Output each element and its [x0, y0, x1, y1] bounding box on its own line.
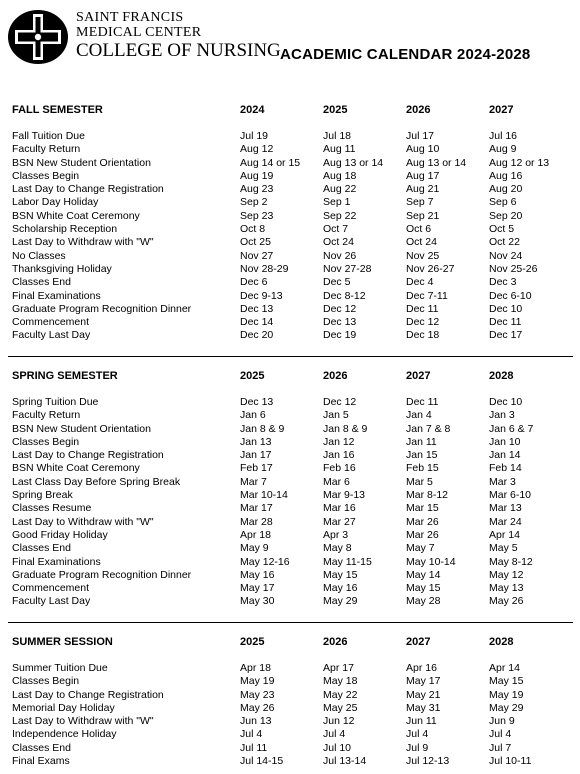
event-date: Mar 26: [406, 528, 439, 541]
year-header: 2027: [406, 636, 431, 648]
event-date: Aug 16: [489, 169, 523, 182]
section-header: [0, 636, 580, 652]
event-date: May 17: [406, 675, 441, 688]
event-date: May 28: [406, 595, 441, 608]
event-date: Jan 5: [323, 409, 349, 422]
event-date: Apr 18: [240, 662, 271, 674]
event-name: Classes Resume: [12, 502, 92, 515]
event-date: Dec 11: [489, 316, 522, 329]
event-date: May 15: [489, 675, 524, 688]
event-date: Jul 4: [489, 728, 512, 741]
event-date: Mar 26: [406, 515, 439, 528]
event-date: Dec 6: [240, 276, 268, 289]
event-date: May 26: [489, 595, 524, 608]
event-date: May 16: [240, 568, 275, 581]
event-date: Nov 25: [406, 249, 440, 262]
year-header: 2025: [240, 636, 265, 648]
event-row: [0, 316, 580, 329]
event-row: [0, 130, 580, 143]
event-date: Oct 5: [489, 223, 515, 236]
event-date: Jan 17: [240, 449, 272, 462]
event-date: Mar 7: [240, 475, 267, 488]
event-name: Last Day to Withdraw with "W": [12, 236, 154, 249]
event-date: Aug 9: [489, 143, 517, 156]
event-date: Jan 16: [323, 449, 355, 462]
event-date: Feb 15: [406, 462, 439, 475]
event-date: Mar 6-10: [489, 489, 532, 502]
event-date: Jul 10: [323, 741, 352, 754]
event-row: [0, 183, 580, 196]
event-date: Dec 5: [323, 276, 351, 289]
event-date: Mar 28: [240, 515, 273, 528]
event-date: Jan 13: [240, 435, 272, 448]
event-date: Nov 25-26: [489, 262, 538, 275]
event-date: May 30: [240, 595, 275, 608]
event-row: [0, 157, 580, 170]
event-name: Labor Day Holiday: [12, 196, 99, 209]
event-date: Dec 8-12: [323, 289, 366, 302]
event-date: Jul 14-15: [240, 755, 284, 768]
event-date: Aug 20: [489, 183, 523, 196]
year-header: 2025: [240, 370, 265, 382]
event-date: May 15: [406, 582, 441, 595]
event-date: May 8: [323, 542, 352, 555]
event-name: Faculty Last Day: [12, 329, 91, 342]
event-date: Jul 19: [240, 130, 269, 142]
event-date: May 11-15: [323, 555, 372, 568]
event-name: Faculty Last Day: [12, 595, 91, 608]
event-date: Jan 12: [323, 435, 355, 448]
event-name: Memorial Day Holiday: [12, 701, 115, 714]
event-date: Mar 16: [323, 502, 356, 515]
event-row: [0, 396, 580, 409]
event-date: May 16: [323, 582, 358, 595]
event-date: Sep 1: [323, 196, 351, 209]
event-name: Faculty Return: [12, 409, 81, 422]
year-header: 2026: [323, 636, 348, 648]
event-row: [0, 170, 580, 183]
event-row: [0, 702, 580, 715]
event-date: Mar 15: [406, 502, 439, 515]
event-date: May 5: [489, 542, 518, 555]
event-date: Nov 27-28: [323, 262, 372, 275]
event-name: Spring Break: [12, 489, 73, 502]
event-row: [0, 290, 580, 303]
event-date: Apr 3: [323, 528, 349, 541]
event-date: Oct 24: [323, 236, 354, 249]
event-name: Commencement: [12, 316, 90, 329]
year-header: 2026: [323, 370, 348, 382]
event-date: Dec 10: [489, 302, 523, 315]
event-row: [0, 542, 580, 555]
event-name: Last Day to Withdraw with "W": [12, 515, 154, 528]
event-date: Jan 8 & 9: [240, 422, 285, 435]
event-row: [0, 263, 580, 276]
event-date: May 29: [323, 595, 358, 608]
event-date: Sep 21: [406, 209, 440, 222]
event-date: Jul 4: [240, 728, 263, 741]
event-row: [0, 728, 580, 741]
event-date: Feb 14: [489, 462, 522, 475]
event-date: Sep 2: [240, 196, 268, 209]
event-date: Sep 23: [240, 209, 274, 222]
section-divider: [8, 356, 573, 357]
event-date: May 29: [489, 701, 524, 714]
section-header: [0, 104, 580, 120]
event-name: Graduate Program Recognition Dinner: [12, 302, 192, 315]
event-date: Jul 9: [406, 741, 429, 754]
event-list: [0, 662, 580, 768]
event-date: Aug 12 or 13: [489, 156, 550, 169]
event-date: Dec 13: [240, 302, 274, 315]
event-date: Dec 13: [240, 396, 274, 408]
event-date: Dec 20: [240, 329, 274, 342]
event-list: [0, 130, 580, 343]
event-date: Jul 4: [406, 728, 429, 741]
event-date: Apr 14: [489, 662, 520, 674]
event-name: BSN New Student Orientation: [12, 422, 151, 435]
section-title: SPRING SEMESTER: [12, 370, 118, 382]
event-name: Last Class Day Before Spring Break: [12, 475, 181, 488]
event-date: Sep 7: [406, 196, 434, 209]
event-row: [0, 489, 580, 502]
event-date: Mar 10-14: [240, 489, 288, 502]
event-date: Jan 10: [489, 435, 521, 448]
event-date: May 26: [240, 701, 275, 714]
event-date: Apr 16: [406, 662, 437, 674]
event-date: May 31: [406, 701, 441, 714]
event-date: Nov 27: [240, 249, 274, 262]
event-date: Mar 5: [406, 475, 433, 488]
event-date: Jan 6 & 7: [489, 422, 534, 435]
event-name: Fall Tuition Due: [12, 130, 85, 142]
section-title: FALL SEMESTER: [12, 104, 103, 116]
event-date: Jan 15: [406, 449, 438, 462]
event-date: Jul 4: [323, 728, 346, 741]
event-date: Jan 8 & 9: [323, 422, 368, 435]
event-date: Mar 8-12: [406, 489, 449, 502]
event-name: BSN New Student Orientation: [12, 156, 151, 169]
event-row: [0, 689, 580, 702]
event-date: Jun 13: [240, 715, 272, 728]
event-date: Jul 7: [489, 741, 512, 754]
event-date: May 10-14: [406, 555, 456, 568]
event-date: Oct 8: [240, 223, 266, 236]
event-row: [0, 742, 580, 755]
event-date: Jan 4: [406, 409, 432, 422]
event-date: May 18: [323, 675, 358, 688]
event-date: Aug 19: [240, 169, 274, 182]
event-date: Jul 16: [489, 130, 518, 142]
event-date: Dec 13: [323, 316, 357, 329]
event-row: [0, 436, 580, 449]
event-row: [0, 662, 580, 675]
event-name: Graduate Program Recognition Dinner: [12, 568, 192, 581]
event-row: [0, 529, 580, 542]
section-header: [0, 370, 580, 386]
event-date: Jan 6: [240, 409, 266, 422]
event-date: Aug 12: [240, 143, 274, 156]
event-date: Mar 24: [489, 515, 522, 528]
year-header: 2025: [323, 104, 348, 116]
event-date: Aug 14 or 15: [240, 156, 301, 169]
event-date: Apr 18: [240, 528, 271, 541]
event-name: Final Examinations: [12, 555, 101, 568]
event-date: Jan 11: [406, 435, 437, 448]
event-date: Apr 17: [323, 662, 354, 674]
event-date: May 12-16: [240, 555, 290, 568]
event-name: BSN White Coat Ceremony: [12, 209, 140, 222]
event-date: Aug 11: [323, 143, 356, 156]
event-name: Classes Begin: [12, 435, 80, 448]
event-row: [0, 715, 580, 728]
event-date: Jan 14: [489, 449, 521, 462]
event-row: [0, 516, 580, 529]
event-date: Dec 17: [489, 329, 523, 342]
event-date: Dec 12: [406, 316, 440, 329]
year-header: 2027: [489, 104, 514, 116]
event-date: Dec 11: [406, 396, 439, 408]
event-name: Last Day to Change Registration: [12, 183, 164, 196]
event-row: [0, 449, 580, 462]
event-date: Oct 7: [323, 223, 349, 236]
event-name: Summer Tuition Due: [12, 662, 108, 674]
event-name: Classes End: [12, 741, 71, 754]
event-date: Oct 22: [489, 236, 520, 249]
event-row: [0, 423, 580, 436]
event-name: Last Day to Change Registration: [12, 449, 164, 462]
event-date: Aug 13 or 14: [323, 156, 384, 169]
event-date: May 25: [323, 701, 358, 714]
event-date: Jun 11: [406, 715, 437, 728]
event-name: Faculty Return: [12, 143, 81, 156]
event-date: Jul 11: [240, 741, 268, 754]
event-date: May 17: [240, 582, 275, 595]
year-header: 2028: [489, 636, 514, 648]
event-date: Mar 27: [323, 515, 356, 528]
event-date: Dec 19: [323, 329, 357, 342]
event-date: Mar 6: [323, 475, 350, 488]
event-date: Dec 18: [406, 329, 440, 342]
section-title: SUMMER SESSION: [12, 636, 113, 648]
event-date: Jul 18: [323, 130, 352, 142]
event-date: Dec 12: [323, 396, 357, 408]
event-date: May 15: [323, 568, 358, 581]
event-name: Last Day to Change Registration: [12, 688, 164, 701]
event-row: [0, 755, 580, 768]
event-date: Oct 6: [406, 223, 432, 236]
institution-name: [76, 10, 281, 62]
event-row: [0, 250, 580, 263]
event-date: Dec 10: [489, 396, 523, 408]
org-line-1: SAINT FRANCIS: [76, 10, 184, 25]
event-date: Dec 14: [240, 316, 274, 329]
event-date: Feb 17: [240, 462, 273, 475]
page-title: ACADEMIC CALENDAR 2024-2028: [280, 46, 531, 63]
event-date: Jul 12-13: [406, 755, 450, 768]
event-date: May 14: [406, 568, 441, 581]
event-name: Thanksgiving Holiday: [12, 262, 112, 275]
event-date: May 19: [240, 675, 275, 688]
event-date: Sep 6: [489, 196, 517, 209]
event-row: [0, 556, 580, 569]
event-date: Nov 28-29: [240, 262, 289, 275]
event-date: Jul 13-14: [323, 755, 367, 768]
event-date: Jul 10-11: [489, 755, 532, 768]
event-date: Oct 25: [240, 236, 271, 249]
event-date: May 22: [323, 688, 358, 701]
event-date: Nov 24: [489, 249, 523, 262]
event-date: Aug 10: [406, 143, 440, 156]
event-row: [0, 409, 580, 422]
event-date: Mar 13: [489, 502, 522, 515]
org-line-3: COLLEGE OF NURSING: [76, 40, 281, 61]
event-row: [0, 210, 580, 223]
event-row: [0, 476, 580, 489]
event-date: Dec 3: [489, 276, 517, 289]
event-date: Dec 12: [323, 302, 357, 315]
year-header: 2028: [489, 370, 514, 382]
event-row: [0, 303, 580, 316]
event-date: Mar 9-13: [323, 489, 366, 502]
event-date: Jun 12: [323, 715, 355, 728]
event-name: Classes Begin: [12, 675, 80, 688]
event-row: [0, 196, 580, 209]
event-date: May 8-12: [489, 555, 533, 568]
cross-seal-icon: [6, 8, 70, 66]
event-row: [0, 502, 580, 515]
event-name: Classes End: [12, 276, 71, 289]
event-date: May 7: [406, 542, 435, 555]
event-date: Dec 9-13: [240, 289, 283, 302]
event-date: Aug 13 or 14: [406, 156, 467, 169]
event-date: May 21: [406, 688, 441, 701]
event-date: Jan 7 & 8: [406, 422, 451, 435]
event-date: Nov 26-27: [406, 262, 455, 275]
event-date: Dec 7-11: [406, 289, 448, 302]
event-date: Feb 16: [323, 462, 356, 475]
event-name: Good Friday Holiday: [12, 528, 108, 541]
event-row: [0, 675, 580, 688]
event-date: Aug 17: [406, 169, 440, 182]
section-divider: [8, 622, 573, 623]
event-date: Aug 18: [323, 169, 357, 182]
event-name: Classes Begin: [12, 169, 80, 182]
event-date: May 13: [489, 582, 524, 595]
event-date: Sep 20: [489, 209, 523, 222]
event-row: [0, 569, 580, 582]
event-name: Last Day to Withdraw with "W": [12, 715, 154, 728]
event-row: [0, 143, 580, 156]
org-line-2: MEDICAL CENTER: [76, 25, 202, 40]
event-date: Dec 6-10: [489, 289, 532, 302]
event-date: Sep 22: [323, 209, 357, 222]
event-row: [0, 223, 580, 236]
event-date: Nov 26: [323, 249, 357, 262]
event-date: Mar 3: [489, 475, 516, 488]
event-row: [0, 236, 580, 249]
event-row: [0, 582, 580, 595]
event-name: Final Exams: [12, 755, 70, 768]
event-date: Aug 23: [240, 183, 274, 196]
event-date: May 12: [489, 568, 524, 581]
event-date: Dec 11: [406, 302, 439, 315]
event-date: Dec 4: [406, 276, 434, 289]
year-header: 2026: [406, 104, 431, 116]
event-name: BSN White Coat Ceremony: [12, 462, 140, 475]
event-date: Oct 24: [406, 236, 437, 249]
event-date: Jan 3: [489, 409, 515, 422]
year-header: 2027: [406, 370, 431, 382]
event-row: [0, 462, 580, 475]
event-date: May 23: [240, 688, 275, 701]
event-list: [0, 396, 580, 609]
event-date: May 9: [240, 542, 269, 555]
event-date: Jun 9: [489, 715, 515, 728]
event-row: [0, 329, 580, 342]
event-date: May 19: [489, 688, 524, 701]
event-name: Classes End: [12, 542, 71, 555]
event-date: Jul 17: [406, 130, 435, 142]
event-name: Final Examinations: [12, 289, 101, 302]
event-name: Commencement: [12, 582, 90, 595]
event-date: Apr 14: [489, 528, 520, 541]
event-name: Scholarship Reception: [12, 223, 118, 236]
event-name: Independence Holiday: [12, 728, 117, 741]
event-name: No Classes: [12, 249, 66, 262]
year-header: 2024: [240, 104, 265, 116]
event-row: [0, 595, 580, 608]
event-date: Aug 21: [406, 183, 440, 196]
event-date: Aug 22: [323, 183, 357, 196]
event-row: [0, 276, 580, 289]
event-name: Spring Tuition Due: [12, 396, 99, 408]
event-date: Mar 17: [240, 502, 273, 515]
